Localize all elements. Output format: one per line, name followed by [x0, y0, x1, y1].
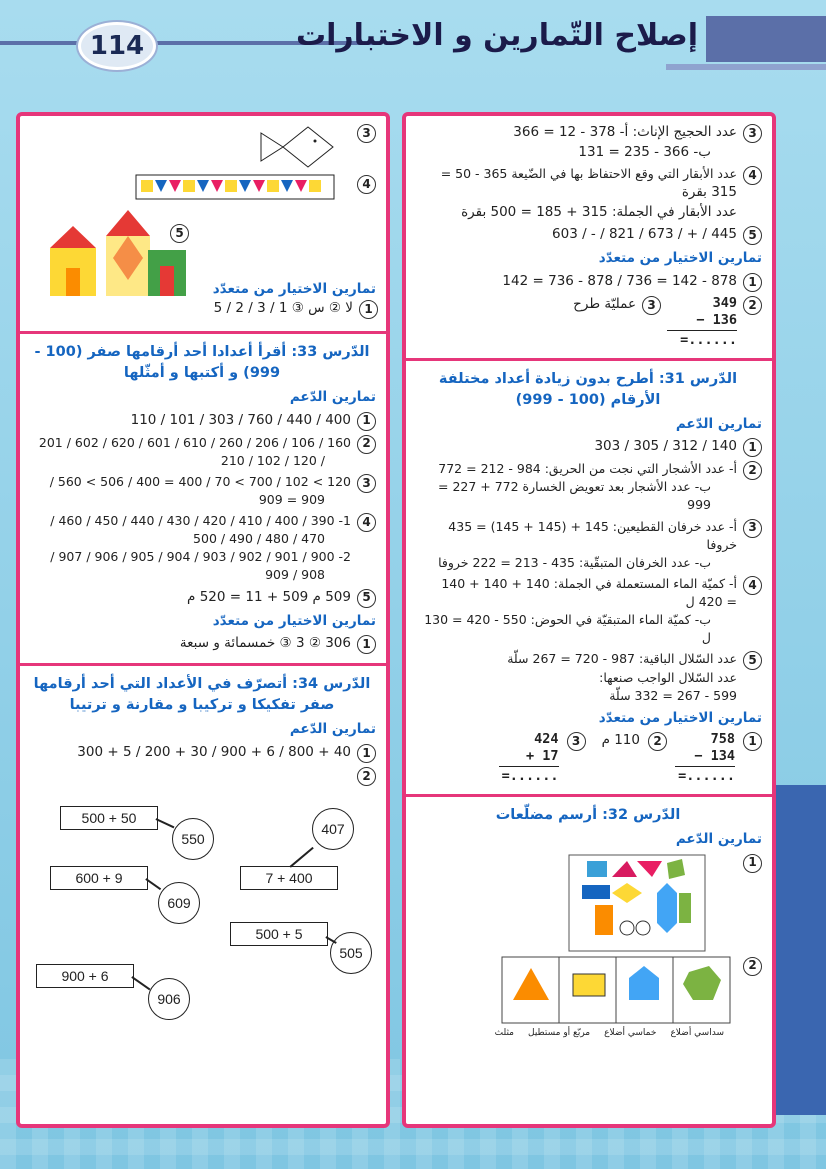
- section-subtitle: تمارين الاختيار من متعدّد: [598, 709, 762, 726]
- text-line: 160 / 106 / 206 / 260 / 610 / 601 / 620 / 602 / 201: [38, 434, 351, 450]
- operand-bottom: 134: [710, 748, 735, 765]
- value-circle: 550: [172, 818, 214, 860]
- expression-card: 500 + 50: [60, 806, 158, 830]
- exercise-number: 2: [357, 767, 376, 786]
- operand-row: [667, 312, 737, 329]
- exercise-number: 5: [357, 589, 376, 608]
- text-line: 2- 900 / 901 / 902 / 903 / 904 / 905 / 906 / 907 /: [50, 549, 351, 565]
- left-column: [16, 112, 390, 1128]
- text-line: = 420 ل: [685, 594, 737, 610]
- operation-result: =......: [501, 768, 559, 785]
- exercise-4: [414, 575, 762, 648]
- text-line: عمليّة طرح: [573, 295, 636, 312]
- exercise-number: 4: [743, 166, 762, 185]
- text-line: عدد الأبقار في الجملة: 315 + 185 = 500 بقرة: [461, 203, 737, 220]
- side-tab: [772, 785, 826, 1115]
- operand-top: 758: [710, 731, 735, 748]
- text-line: 306 ② 3 ③ خمسمائة و سبعة: [179, 635, 351, 652]
- exercise-3: [28, 123, 376, 171]
- lesson-33-section: [20, 334, 386, 666]
- expression-card: 900 + 6: [36, 964, 134, 988]
- shape-labels: [414, 1027, 762, 1040]
- left-top-section: [20, 116, 386, 334]
- expression-card: 500 + 5: [230, 922, 328, 946]
- shape-label: سداسي أضلاع: [670, 1027, 724, 1038]
- operand-top: 349: [712, 294, 737, 311]
- pattern-strip-figure: [135, 174, 335, 200]
- text-line: 509 م 509 + 11 = 520 م: [187, 588, 351, 605]
- section-subtitle: تمارين الاختيار من متعدّد: [598, 250, 762, 267]
- operator-sign: +: [526, 748, 535, 765]
- text-line: 1- 390 / 400 / 410 / 420 / 430 / 440 / 450 / 460 /: [50, 513, 351, 529]
- text-line: 470 / 480 / 490 / 500: [193, 531, 325, 547]
- exercise-1: [414, 853, 762, 953]
- exercise-number: 1: [357, 412, 376, 431]
- text-line: 315 بقرة: [681, 184, 737, 201]
- vertical-addition: [499, 731, 559, 785]
- exercise-number: 3: [357, 474, 376, 493]
- exercise-number: 2: [743, 957, 762, 976]
- text-line: 110 م: [601, 732, 640, 749]
- header-bar: [706, 16, 826, 62]
- exercise-number: 3: [357, 124, 376, 143]
- exercise-1: [28, 411, 376, 431]
- lesson-title: الدّرس 32: أرسم مضلّعات: [495, 806, 681, 823]
- expression-card: 7 + 400: [240, 866, 338, 890]
- expression-card: 600 + 9: [50, 866, 148, 890]
- value-circle: 407: [312, 808, 354, 850]
- exercise-number: 1: [359, 300, 378, 319]
- exercise-1: [28, 743, 376, 763]
- operator-sign: −: [694, 748, 703, 765]
- right-top-section: [406, 116, 772, 361]
- section-subtitle: تمارين الاختيار من متعدّد: [212, 281, 376, 297]
- page-title: إصلاح التّمارين و الاختبارات: [295, 18, 698, 53]
- exercise-number: 2: [357, 435, 376, 454]
- fish-figure: [253, 123, 343, 171]
- exercise-number: 2: [743, 461, 762, 480]
- mc-exercise-1: [414, 272, 762, 292]
- exercise-number: 3: [743, 124, 762, 143]
- exercise-number: 2: [743, 296, 762, 315]
- right-column: [402, 112, 776, 1128]
- text-line: 40 + 800 / 6 + 900 / 30 + 200 / 5 + 300: [77, 743, 351, 760]
- exercise-2: [414, 956, 762, 1024]
- exercise-number: 1: [743, 273, 762, 292]
- section-subtitle: تمارين الدّعم: [289, 389, 376, 406]
- exercise-4: [28, 174, 376, 200]
- exercise-number: 2: [648, 732, 667, 751]
- exercise-number: 4: [357, 175, 376, 194]
- header-bar-accent: [666, 64, 826, 70]
- exercise-number: 5: [170, 224, 189, 243]
- shape-label: مثلث: [494, 1027, 514, 1038]
- mc-exercise: [214, 299, 378, 319]
- value-circle: 505: [330, 932, 372, 974]
- exercise-3: [414, 123, 762, 162]
- text-line: عدد الحجيج الإناث: أ- 378 - 12 = 366: [513, 124, 737, 140]
- text-line: ب- عدد الأشجار بعد تعويض الخسارة 772 + 227 = 999: [437, 479, 711, 513]
- text-line: ب- 366 - 235 = 131: [578, 143, 711, 160]
- value-circle: 906: [148, 978, 190, 1020]
- operation-rule: [675, 766, 735, 767]
- exercise-number: 5: [743, 226, 762, 245]
- exercise-number: 3: [642, 296, 661, 315]
- text-line: 908 / 909: [265, 567, 325, 583]
- text-line: 445 / + / 673 / 821 / - / 603: [552, 226, 737, 243]
- connector-line: [156, 818, 175, 828]
- exercise-3: [28, 473, 376, 509]
- text-line: ب- عدد الخرفان المتبقّية: 435 - 213 = 222 خروفا: [438, 554, 711, 570]
- text-line: 140 / 312 / 305 / 303: [594, 438, 737, 455]
- text-line: 909 = 909: [258, 491, 325, 507]
- exercise-number: 1: [743, 854, 762, 873]
- exercise-number: 5: [743, 651, 762, 670]
- operand-bottom: 17: [542, 748, 559, 765]
- vertical-subtraction: [667, 295, 737, 349]
- text-line: عدد الأبقار التي وقع الاحتفاظ بها في الضّيعة 365 - 50 =: [440, 166, 737, 182]
- operand-top: 424: [534, 731, 559, 748]
- exercise-2: [414, 460, 762, 514]
- vertical-subtraction: [675, 731, 735, 785]
- section-subtitle: تمارين الدّعم: [289, 721, 376, 738]
- text-line: أ- عدد خرفان القطيعين: 145 + (145 + 145) = 435 خروفا: [448, 518, 737, 552]
- operand-row: [675, 748, 735, 765]
- text-line: أ- عدد الأشجار التي نجت من الحريق: 984 - 212 = 772: [438, 461, 737, 477]
- lesson-32-section: [406, 797, 772, 1046]
- exercise-number: 1: [743, 732, 762, 751]
- connector-line: [290, 847, 314, 867]
- shape-label: خماسي أضلاع: [604, 1027, 657, 1038]
- section-subtitle: تمارين الدّعم: [675, 415, 762, 432]
- exercise-number: 1: [357, 744, 376, 763]
- exercise-5: [414, 225, 762, 245]
- text-line: ب- كميّة الماء المتبقيّة في الحوض: 550 - 420 = 130 ل: [424, 612, 711, 646]
- text-line: عدد السّلال الباقية: 987 - 720 = 267 سلّة: [507, 651, 737, 667]
- mc-exercise: [28, 634, 376, 654]
- operation-result: =......: [678, 768, 735, 785]
- exercise-2: [28, 766, 376, 786]
- value-circle: 609: [158, 882, 200, 924]
- exercise-2: [28, 434, 376, 470]
- exercise-number: 3: [743, 519, 762, 538]
- text-line: 400 / 440 / 760 / 303 / 101 / 110: [130, 411, 351, 428]
- text-line: 878 - 142 = 736 / 878 - 736 = 142: [502, 272, 737, 289]
- exercise-number: 4: [743, 576, 762, 595]
- exercise-4: [414, 165, 762, 222]
- text-line: أ- كميّة الماء المستعملة في الجملة: 140 + 140 + 140: [441, 575, 737, 591]
- houses-figure: [48, 208, 188, 298]
- operation-rule: [499, 766, 559, 767]
- polygons-figure: [567, 853, 707, 953]
- operation-result: =......: [680, 331, 737, 348]
- text-line: / 120 / 102 / 210: [220, 452, 325, 468]
- text-line: لا ② س ③ 1 / 3 / 2 / 5: [213, 300, 353, 316]
- operation-rule: [667, 330, 737, 331]
- text-line: 599 - 267 = 332 سلّة: [609, 687, 737, 703]
- lesson-title: الدّرس 31: أطرح بدون زيادة أعداد مختلفة الأرقام (100 - 999): [438, 370, 738, 408]
- lesson-title: الدّرس 33: أقرأ أعدادا أحد أرقامها صفر (100 - 999) و أكتبها و أمثّلها: [34, 344, 370, 382]
- polygon-types-figure: [501, 956, 731, 1024]
- shape-label: مربّع أو مستطيل: [528, 1027, 591, 1038]
- lesson-title: الدّرس 34: أتصرّف في الأعداد التي أحد أرقامها صفر تفكيكا و تركيبا و مقارنة و ترتيبا: [33, 676, 371, 714]
- operand-bottom: 136: [712, 311, 737, 328]
- page-number: 114: [78, 22, 156, 70]
- text-line: 120 > 102 / 700 > 70 / 400 = 400 / 506 > 560 /: [49, 473, 351, 489]
- lesson-34-section: [20, 666, 386, 1036]
- text-line: عدد السّلال الواجب صنعها:: [599, 669, 737, 685]
- exercise-3: [414, 518, 762, 572]
- operand-row: [499, 748, 559, 765]
- mc-exercise-2-3: [414, 295, 762, 349]
- operator-sign: −: [696, 311, 705, 328]
- exercise-number: 4: [357, 513, 376, 532]
- section-subtitle: تمارين الاختيار من متعدّد: [212, 612, 376, 629]
- exercise-number: 3: [567, 732, 586, 751]
- exercise-number: 1: [743, 438, 762, 457]
- exercise-1: [414, 437, 762, 457]
- exercise-5: [414, 650, 762, 704]
- lesson-31-section: [406, 361, 772, 797]
- mc-exercises: [414, 731, 762, 785]
- exercise-4: [28, 512, 376, 585]
- exercise-5: [28, 588, 376, 608]
- connector-line: [132, 976, 151, 990]
- section-subtitle: تمارين الدّعم: [675, 830, 762, 847]
- exercise-number: 1: [357, 635, 376, 654]
